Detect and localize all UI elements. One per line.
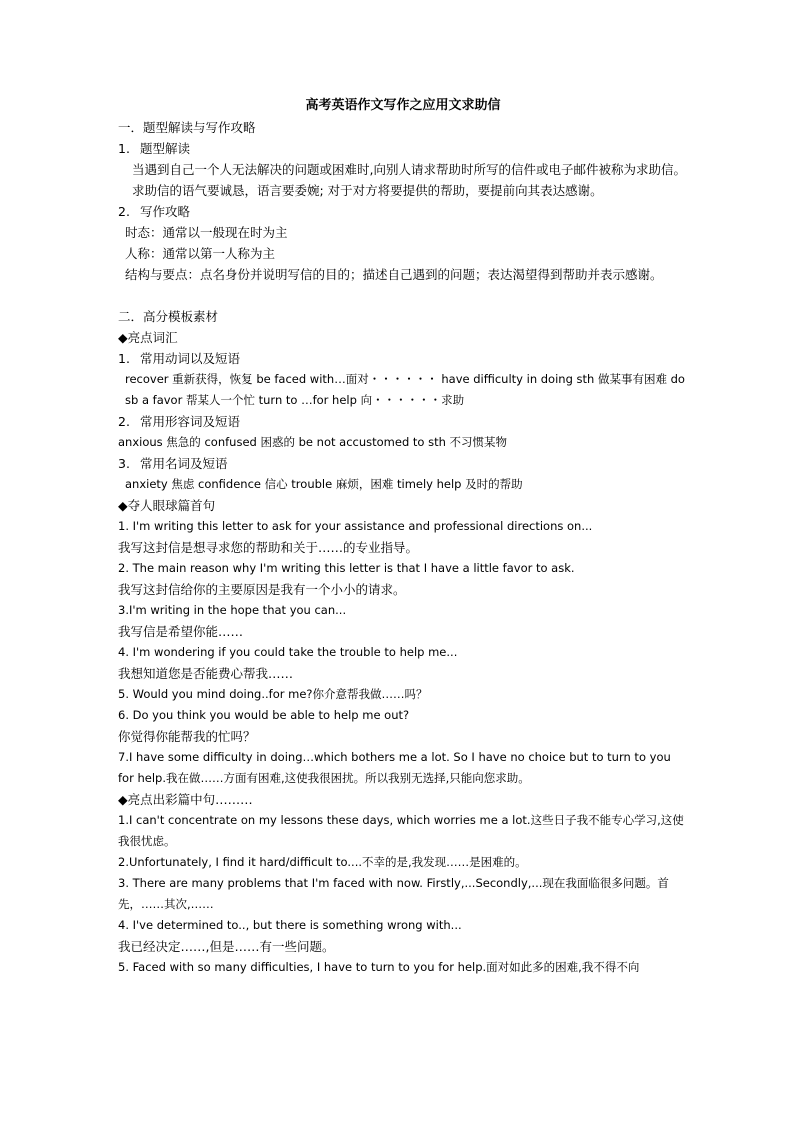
- item2-label: 写作攻略: [140, 204, 191, 219]
- middle-1-en: 1.I can't concentrate on my lessons these days, which worries me a lot.这些日子我不能专心学习,这使我很忧虑。: [118, 813, 684, 848]
- document-title: 高考英语作文写作之应用文求助信: [305, 98, 501, 113]
- structure-line: 结构与要点：点名身份并说明写信的目的；描述自己遇到的问题；表达渴望得到帮助并表示感谢。: [125, 267, 663, 282]
- middle-2-en: 2.Unfortunately, I find it hard/difficult to....不幸的是,我发现……是困难的。: [118, 855, 527, 869]
- section2-heading: 二．高分模板素材: [118, 309, 219, 324]
- opening-5-en: 5. Would you mind doing..for me?你介意帮我做……吗？: [118, 687, 428, 701]
- middle-3-en: 3. There are many problems that I'm faced with now. Firstly,...Secondly,...现在我面临很多问题。首先，……其次,……: [118, 876, 669, 911]
- document-content: [118, 96, 688, 978]
- item2-number: 2.: [118, 204, 130, 219]
- item1-label: 题型解读: [140, 141, 191, 156]
- verbs-number: 1.: [118, 351, 130, 366]
- opening-4-en: 4. I'm wondering if you could take the trouble to help me...: [118, 645, 458, 659]
- adjs-text: anxious 焦急的 confused 困惑的 be not accustomed to sth 不习惯某物: [118, 435, 508, 449]
- item1-number: 1.: [118, 141, 130, 156]
- opening-1-zh: 我写这封信是想寻求您的帮助和关于……的专业指导。: [118, 540, 419, 555]
- opening-1-en: 1. I'm writing this letter to ask for your assistance and professional directions on...: [118, 519, 593, 533]
- opening-6-zh: 你觉得你能帮我的忙吗？: [118, 729, 256, 744]
- nouns-number: 3.: [118, 456, 130, 471]
- adjs-label: 常用形容词及短语: [140, 414, 241, 429]
- opening-3-en: 3.I'm writing in the hope that you can...: [118, 603, 347, 617]
- vocab-heading: ◆亮点词汇: [118, 330, 178, 345]
- blank-line: [118, 285, 688, 306]
- item1-heading: [118, 138, 688, 159]
- tense-line: 时态：通常以一般现在时为主: [125, 225, 288, 240]
- middle-heading: ◆亮点出彩篇中句………: [118, 792, 253, 807]
- adjs-heading: [118, 411, 688, 432]
- verbs-heading: [118, 348, 688, 369]
- opening-4-zh: 我想知道您是否能费心帮我……: [118, 666, 294, 681]
- adjs-number: 2.: [118, 414, 130, 429]
- item1-paragraph: 当遇到自己一个人无法解决的问题或困难时,向别人请求帮助时所写的信件或电子邮件被称为求助信。求助信的语气要诚恳，语言要委婉; 对于对方将要提供的帮助，要提前向其表达感谢。: [132, 162, 686, 198]
- nouns-label: 常用名词及短语: [140, 456, 228, 471]
- opening-6-en: 6. Do you think you would be able to help me out?: [118, 708, 410, 722]
- nouns-heading: [118, 453, 688, 474]
- person-line: 人称：通常以第一人称为主: [125, 246, 276, 261]
- nouns-text: anxiety 焦虑 confidence 信心 trouble 麻烦，困难 timely help 及时的帮助: [125, 477, 523, 491]
- middle-5-en: 5. Faced with so many difficulties, I have to turn to you for help.面对如此多的困难,我不得不向: [118, 960, 640, 974]
- opening-2-en: 2. The main reason why I'm writing this letter is that I have a little favor to ask.: [118, 561, 575, 575]
- opening-2-zh: 我写这封信给你的主要原因是我有一个小小的请求。: [118, 582, 406, 597]
- opening-3-zh: 我写信是希望你能……: [118, 624, 244, 639]
- opening-heading: ◆夺人眼球篇首句: [118, 498, 216, 513]
- middle-4-en: 4. I've determined to.., but there is something wrong with...: [118, 918, 462, 932]
- verbs-text: recover 重新获得，恢复 be faced with…面对・・・・・・ have difficulty in doing sth 做某事有困难 do sb a favor 帮某人一个忙 turn to …for help 向・・・・・・求助: [125, 372, 685, 407]
- middle-4-zh: 我已经决定……,但是……有一些问题。: [118, 939, 335, 954]
- item2-heading: [118, 201, 688, 222]
- section1-heading: 一．题型解读与写作攻略: [118, 120, 256, 135]
- opening-7-en: 7.I have some difficulty in doing…which bothers me a lot. So I have no choice but to turn to you for help.我在做……方面有困难,这使我很困扰。所以我别无选择,只能向您求助。: [118, 750, 671, 785]
- verbs-label: 常用动词以及短语: [140, 351, 241, 366]
